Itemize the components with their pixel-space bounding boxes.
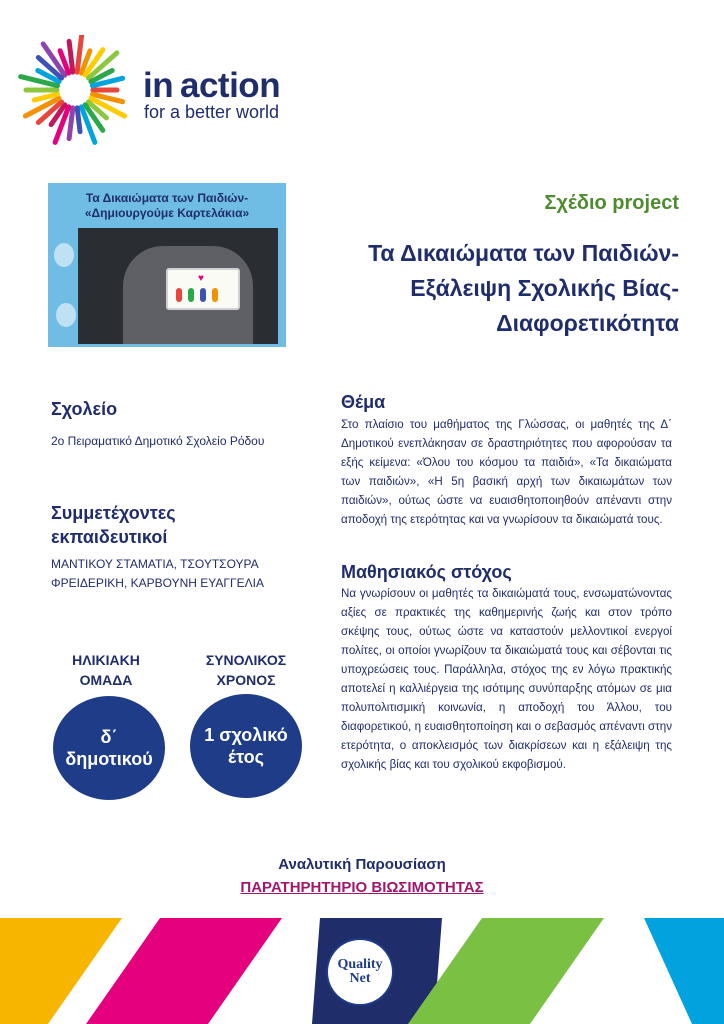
learning-goal-text: Να γνωρίσουν οι μαθητές τα δικαιώματά τους, ενσωματώνοντας αξίες σε πρακτικές της καθημερινής ζωής και στον τρόπο σκέψης τους, ούτως ώστε να καταστούν μελλοντικοί ενεργοί πολίτες, οι οποίοι γνωρίζουν τα δικαιώματά τους και σέβονται τις υποχρεώσεις τους. Παράλληλα, στόχος της εν λόγω πρακτικής αποτελεί η καλλιέργεια της ισότιμης συνύπαρξης ατόμων σε μια πολυπολιτισμική κοινωνία, η αποδοχή του Άλλου, του διαφορετικού, η ευαισθητοποίηση και ο σεβασμός απέναντι στην ετερότητα, ο αποκλεισμός των διακρίσεων και η εξάλειψη της σχολικής βίας και του σχολικού εκφοβισμού. <box>341 587 672 771</box>
photo-scene <box>78 228 278 344</box>
drawn-figure <box>212 288 218 302</box>
total-time-label <box>196 650 296 690</box>
logo-ray <box>77 35 82 72</box>
teachers-names-line2: ΦΡΕΙΔΕΡΙΚΗ, ΚΑΡΒΟΥΝΗ ΕΥΑΓΓΕΛΙΑ <box>51 576 264 590</box>
teachers-names <box>51 555 291 593</box>
footer-stripe <box>644 918 724 1024</box>
age-group-value-line2: δημοτικού <box>65 749 153 769</box>
project-title <box>299 236 679 341</box>
logo-ray <box>69 108 73 139</box>
balloon-decoration <box>56 303 76 327</box>
balloon-decoration <box>54 243 74 267</box>
logo-brand-action: action <box>180 66 281 105</box>
project-photo <box>48 183 286 347</box>
topic-text: Στο πλαίσιο του μαθήματος της Γλώσσας, οι μαθητές της Δ΄ Δημοτικού ενεπλάκησαν σε δραστηριότητες που αφορούσαν τα εξής κείμενα: «Όλου του κόσμου τα παιδιά», «Τα δικαιώματα των παιδιών», «Η 5η βασική αρχή των δικαιωμάτων των παιδιών», ούτως ώστε να ευαισθητοποιηθούν απέναντι στην αποδοχή της ετερότητας και να γνωρίσουν τα δικαιώματά τους. <box>341 418 672 526</box>
drawn-figure <box>200 288 206 302</box>
photo-caption-line2: «Δημιουργούμε Καρτελάκια» <box>84 206 250 220</box>
footer-stripe <box>86 918 282 1024</box>
drawn-figure <box>188 288 194 302</box>
topic-heading: Θέμα <box>341 392 386 412</box>
logo-tagline: for a better world <box>144 102 280 122</box>
age-group-badge <box>53 696 165 800</box>
qualitynet-logo-line2: Net <box>349 971 371 986</box>
logo-ray <box>77 108 80 132</box>
qualitynet-logo-line1: Quality <box>337 957 383 972</box>
photo-caption-line1: Τα Δικαιώματα των Παιδιών- <box>85 191 249 205</box>
school-heading: Σχολείο <box>51 399 118 419</box>
project-title-line3: Διαφορετικότητα <box>496 310 679 336</box>
detailed-presentation-heading: Αναλυτική Παρουσίαση <box>278 856 446 873</box>
logo-ray <box>69 41 73 72</box>
qualitynet-logo <box>328 940 392 1004</box>
inaction-logo-burst-icon <box>18 35 133 145</box>
age-group-label-line2: ΟΜΑΔΑ <box>79 672 133 688</box>
sustainability-observatory-link[interactable] <box>0 879 724 896</box>
document-type: Σχέδιο project <box>544 192 679 214</box>
logo-brand-in: in <box>143 66 174 105</box>
age-group-label <box>56 650 156 690</box>
total-time-value-line2: έτος <box>227 747 264 767</box>
heart-icon: ♥ <box>198 273 204 284</box>
learning-goal-heading: Μαθησιακός στόχος <box>341 562 512 582</box>
age-group-label-line1: ΗΛΙΚΙΑΚΗ <box>72 652 140 668</box>
teachers-heading-line1: Συμμετέχοντες <box>51 503 176 523</box>
teachers-heading <box>51 501 176 549</box>
drawn-figure <box>176 288 182 302</box>
photo-caption <box>48 191 286 221</box>
project-title-line1: Τα Δικαιώματα των Παιδιών- <box>368 240 679 266</box>
teachers-names-line1: ΜΑΝΤΙΚΟΥ ΣΤΑΜΑΤΙΑ, ΤΣΟΥΤΣΟΥΡΑ <box>51 557 259 571</box>
school-name: 2ο Πειραματικό Δημοτικό Σχολείο Ρόδου <box>51 434 265 448</box>
total-time-label-line1: ΣΥΝΟΛΙΚΟΣ <box>205 652 287 668</box>
sustainability-observatory-link-text[interactable]: ΠΑΡΑΤΗΡΗΤΗΡΙΟ ΒΙΩΣΙΜΟΤΗΤΑΣ <box>240 879 484 896</box>
total-time-badge <box>190 694 302 798</box>
age-group-value-line1: δ΄ <box>100 727 118 747</box>
total-time-label-line2: ΧΡΟΝΟΣ <box>216 672 276 688</box>
name-card <box>166 268 240 310</box>
teachers-heading-line2: εκπαιδευτικοί <box>51 527 168 547</box>
total-time-value-line1: 1 σχολικό <box>204 725 288 745</box>
project-title-line2: Εξάλειψη Σχολικής Βίας- <box>410 275 679 301</box>
